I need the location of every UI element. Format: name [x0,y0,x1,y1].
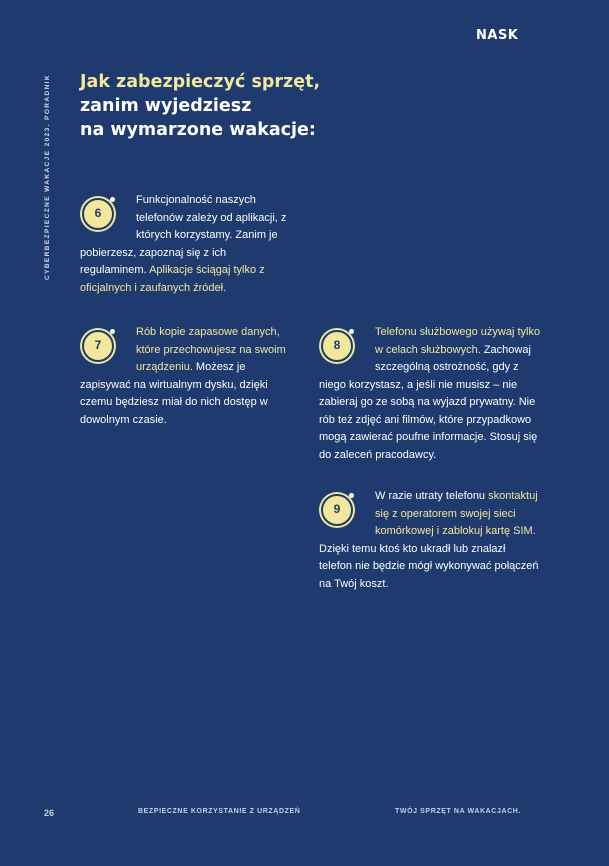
footer-chapter: TWÓJ SPRZĘT NA WAKACJACH. [395,808,521,815]
side-label: CYBERBEZPIECZNE WAKACJE 2023. PORADNIK [44,74,51,280]
tip-text: Możesz je zapisywać na wirtualnym dysku, dzięki czemu będziesz miał do nich dostęp w dowolnym czasie. [80,361,268,426]
tip-text: Dzięki temu ktoś kto ukradł lub znalazł telefon nie będzie mógł wykonywać połączeń na Twój koszt. [319,542,539,590]
nask-logo: NASK [476,28,519,43]
page-footer [0,808,609,822]
tip-9 [319,488,541,593]
page-number: 26 [44,808,55,818]
tip-number-badge: 9 [321,494,353,526]
tip-number-badge: 6 [82,198,114,230]
tip-highlight: skontaktuj się z operatorem swojej sieci komórkowej i zablokuj kartę SIM. [375,490,538,537]
tip-text: Zachowaj szczególną ostrożność, gdy z niego korzystasz, a jeśli nie musisz – nie zabieraj go ze sobą na wyjazd prywatny. Nie rób też zdjęć ani filmów, które przypadkowo mogą zawierać poufne informacje. Stosuj się do zaleceń pracodawcy. [319,343,538,461]
footer-section: BEZPIECZNE KORZYSTANIE Z URZĄDZEŃ [138,808,301,815]
tip-number-badge: 8 [321,330,353,362]
tip-7 [80,324,290,429]
tip-6 [80,192,292,297]
tip-highlight: Aplikacje ściągaj tylko z oficjalnych i zaufanych źródeł. [80,264,265,294]
title-line-1: Jak zabezpieczyć sprzęt, [80,72,321,92]
tip-text-intro: W razie utraty telefonu [375,490,489,502]
tip-8 [319,324,541,464]
tip-highlight: Telefonu służbowego używaj tylko w celach służbowych. [375,326,541,356]
tip-number-badge: 7 [82,330,114,362]
tip-highlight: Rób kopie zapasowe danych, które przechowujesz na swoim urządzeniu. [136,326,286,373]
title-line-2: zanim wyjedziesz [80,96,252,116]
page-title [80,70,320,142]
title-line-3: na wymarzone wakacje: [80,120,316,140]
tip-text: Funkcjonalność naszych telefonów zależy od aplikacji, z których korzystamy. Zanim je pobierzesz, zapoznaj się z ich regulaminem. [80,194,287,276]
